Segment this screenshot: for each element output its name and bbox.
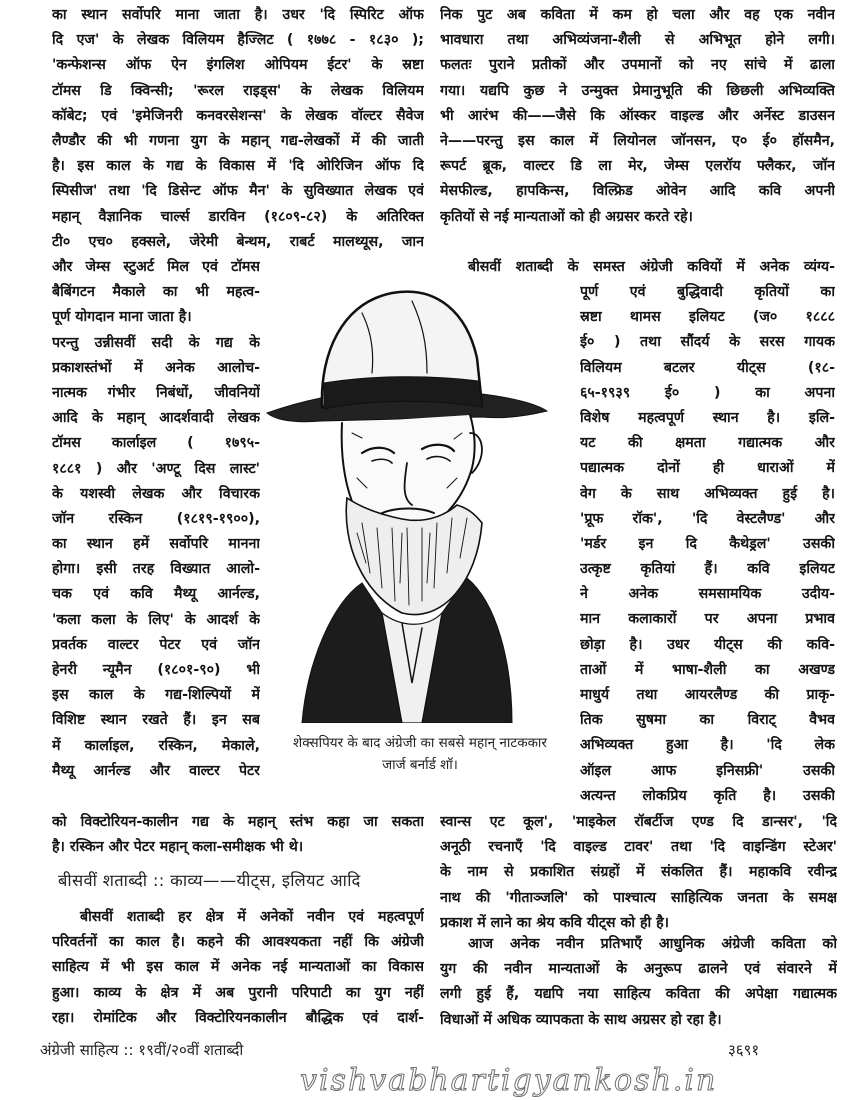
text-line: कॉबेट; एवं 'इमेजिनरी कनवरसेशन्स' के लेखक वॉल्टर सैवेज bbox=[52, 107, 424, 124]
text-line: यट की क्षमता गद्यात्मक और bbox=[580, 435, 835, 452]
text-line: प्रकाशस्तंभों में अनेक आलोच- bbox=[52, 359, 260, 376]
text-line: नाथ की 'गीताञ्जलि' को पाश्चात्य साहित्यिक जनता के समक्ष bbox=[440, 889, 837, 906]
top-right-text bbox=[440, 3, 835, 230]
text-line: 'प्रूफ रॉक', 'दि वेस्टलैण्ड' और bbox=[580, 510, 835, 527]
text-line: पद्यात्मक दोनों ही धाराओं में bbox=[580, 460, 835, 477]
text-line: स्वान्स एट कूल', 'माइकेल रॉबर्टीज एण्ड दि डान्सर', 'दि bbox=[440, 814, 837, 830]
text-line: विलियम बटलर यीट्स (१८- bbox=[580, 359, 835, 376]
text-line: रहा। रोमांटिक और विक्टोरियनकालीन बौद्धिक एवं दार्श- bbox=[52, 1009, 424, 1026]
text-line: परिवर्तनों का काल है। कहने की आवश्यकता नहीं कि अंग्रेजी bbox=[52, 934, 424, 951]
text-line: नात्मक गंभीर निबंधों, जीवनियों bbox=[52, 384, 260, 401]
text-line: ताओं में भाषा-शैली का अखण्ड bbox=[580, 661, 835, 678]
text-line: है। इस काल के गद्य के विकास में 'दि ओरिजिन ऑफ दि bbox=[52, 158, 424, 175]
text-line: बीसवीं शताब्दी के समस्त अंग्रेजी कवियों में अनेक व्यंग्य- bbox=[468, 259, 835, 275]
text-line: वेग के साथ अभिव्यक्त हुई है। bbox=[580, 485, 835, 502]
text-line: उत्कृष्ट कृतियां हैं। कवि इलियट bbox=[580, 561, 835, 578]
text-line: बीसवीं शताब्दी हर क्षेत्र में अनेकों नवीन एवं महत्वपूर्ण bbox=[80, 909, 424, 925]
running-title: अंग्रेजी साहित्य :: १९वीं/२०वीं शताब्दी bbox=[40, 1041, 244, 1059]
figure-caption bbox=[264, 732, 576, 776]
right-paragraph-start bbox=[440, 255, 835, 280]
text-line: का स्थान हमें सर्वोपरि मानना bbox=[52, 536, 260, 553]
text-line: निक पुट अब कविता में कम हो चला और वह एक नवीन bbox=[440, 7, 835, 23]
text-line: दि एज' के लेखक विलियम हैज्लिट ( १७७८ - १८३० ); bbox=[52, 32, 424, 49]
text-line: ६५-१९३९ ई० ) का अपना bbox=[580, 384, 835, 401]
text-line: मान कलाकारों पर अपना प्रभाव bbox=[580, 611, 835, 628]
text-line: महान् वैज्ञानिक चार्ल्स डारविन (१८०९-८२) के अतिरिक्त bbox=[52, 208, 424, 225]
text-line: पूर्ण योगदान माना जाता है। bbox=[52, 309, 192, 326]
text-line: हुआ। काव्य के क्षेत्र में अब पुरानी परिपाटी का युग नहीं bbox=[52, 984, 424, 1001]
bottom-right-paragraph bbox=[440, 932, 837, 1033]
text-line: १८८१ ) और 'अण्टू दिस लास्ट' bbox=[52, 460, 260, 477]
text-line: रूपर्ट ब्रूक, वाल्टर डि ला मेर, जेम्स एलरॉय फ्लैकर, जॉन bbox=[440, 158, 835, 175]
section-heading: बीसवीं शताब्दी :: काव्य——यीट्स, इलियट आदि bbox=[58, 871, 361, 890]
text-line: 'कन्फेशन्स ऑफ ऐन इंगलिश ओपियम ईटर' के स्रष्टा bbox=[52, 57, 424, 74]
text-line: का स्थान सर्वोपरि माना जाता है। उधर 'दि स्पिरिट ऑफ bbox=[52, 7, 424, 23]
text-line: परन्तु उन्नीसवीं सदी के गद्य के bbox=[52, 334, 260, 351]
text-line: लगी हुई हैं, यद्यपि नया साहित्य कविता की अपेक्षा गद्यात्मक bbox=[440, 986, 837, 1003]
text-line: 'कला कला के लिए' के आदर्श के bbox=[52, 611, 260, 628]
text-line: मैथ्यू आर्नल्ड और वाल्टर पेटर bbox=[52, 762, 260, 779]
text-line: के नाम से प्रकाशित संग्रहों में संकलित हैं। महाकवि रवीन्द्र bbox=[440, 864, 837, 881]
text-line: भावधारा तथा अभिव्यंजना-शैली से अभिभूत होने लगी। bbox=[440, 32, 835, 49]
caption-line-2: जार्ज बर्नार्ड शॉ। bbox=[382, 757, 458, 773]
caption-line-1: शेक्सपियर के बाद अंग्रेजी का सबसे महान् नाटककार bbox=[293, 735, 547, 751]
text-line: साहित्य में भी इस काल में अनेक नई मान्यताओं का विकास bbox=[52, 959, 424, 976]
text-line: इस काल के गद्य-शिल्पियों में bbox=[52, 687, 260, 704]
text-line: पूर्ण एवं बुद्धिवादी कृतियों का bbox=[580, 284, 835, 300]
page-number: ३६९१ bbox=[728, 1041, 760, 1059]
text-line: अभिव्यक्त हुआ है। 'दि लेक bbox=[580, 737, 835, 754]
text-line: टी० एच० हक्सले, जेरेमी बेन्थम, राबर्ट मालथ्यूस, जान bbox=[52, 233, 424, 250]
text-line: में कार्लाइल, रस्किन, मेकाले, bbox=[52, 737, 260, 754]
text-line: आदि के महान् आदर्शवादी लेखक bbox=[52, 410, 260, 427]
text-line: फलतः पुराने प्रतीकों और उपमानों को नए सांचे में ढाला bbox=[440, 57, 835, 74]
text-line: स्पिसीज' तथा 'दि डिसेन्ट ऑफ मैन' के सुविख्यात लेखक एवं bbox=[52, 183, 424, 200]
narrow-right-text bbox=[580, 280, 835, 809]
watermark: vishvabhartigyankosh.in bbox=[300, 1063, 718, 1098]
text-line: टॉमस कार्लाइल ( १७९५- bbox=[52, 435, 260, 452]
text-line: विशेष महत्वपूर्ण स्थान है। इलि- bbox=[580, 409, 835, 426]
text-line: लैण्डौर की भी गणना युग के महान् गद्य-लेखकों में की जाती bbox=[52, 132, 424, 149]
text-line: ऑइल आफ इनिसफ्री' उसकी bbox=[580, 762, 835, 779]
text-line: 'मर्डर इन दि कैथेड्रल' उसकी bbox=[580, 535, 835, 552]
text-line: गया। यद्यपि कुछ ने उन्मुक्त प्रेमानुभूति की छिछली अभिव्यक्ति bbox=[440, 82, 835, 99]
text-line: होगा। इसी तरह विख्यात आलो- bbox=[52, 561, 260, 578]
text-line: विधाओं में अधिक व्यापकता के साथ अग्रसर हो रहा है। bbox=[440, 1011, 722, 1028]
text-line: मेसफील्ड, हापकिन्स, विल्फ्रिड ओवेन आदि कवि अपनी bbox=[440, 183, 835, 200]
text-line: को विक्टोरियन-कालीन गद्य के महान् स्तंभ कहा जा सकता bbox=[52, 814, 424, 830]
text-line: भी आरंभ की——जैसे कि ऑस्कर वाइल्ड और अर्नेस्ट डाउसन bbox=[440, 107, 835, 124]
text-line: प्रकाश में लाने का श्रेय कवि यीट्स को ही है। bbox=[440, 914, 670, 931]
text-line: ने——परन्तु इस काल में लियोनल जॉनसन, ए० ई० हॉसमैन, bbox=[440, 132, 835, 149]
text-line: हेनरी न्यूमैन (१८०१-९०) भी bbox=[52, 662, 260, 678]
bottom-left-wide-text bbox=[52, 810, 424, 860]
text-line: विशिष्ट स्थान रखते हैं। इन सब bbox=[52, 712, 260, 729]
text-line: अनूठी रचनाएँ 'दि वाइल्ड टावर' तथा 'दि वाइन्डिंग स्टेअर' bbox=[440, 839, 837, 856]
text-line: ई० ) तथा सौंदर्य के सरस गायक bbox=[580, 334, 835, 351]
top-left-text bbox=[52, 3, 424, 255]
text-line: छोड़ा है। उधर यीट्स की कवि- bbox=[580, 636, 835, 653]
text-line: ने अनेक समसामयिक उदीय- bbox=[580, 586, 835, 603]
bottom-right-wide-text bbox=[440, 810, 837, 936]
text-line: और जेम्स स्टुअर्ट मिल एवं टॉमस bbox=[52, 259, 260, 275]
portrait-illustration-george-bernard-shaw bbox=[262, 283, 552, 723]
text-line: कृतियों से नई मान्यताओं को ही अग्रसर करते रहे। bbox=[440, 208, 693, 225]
bottom-left-paragraph bbox=[52, 905, 424, 1031]
text-line: अत्यन्त लोकप्रिय कृति है। उसकी bbox=[580, 787, 835, 804]
text-line: प्रवर्तक वाल्टर पेटर एवं जॉन bbox=[52, 636, 260, 653]
text-line: माधुर्य तथा आयरलैण्ड की प्राकृ- bbox=[580, 687, 835, 703]
text-line: है। रस्किन और पेटर महान् कला-समीक्षक भी थे। bbox=[52, 839, 304, 856]
text-line: चक एवं कवि मैथ्यू आर्नल्ड, bbox=[52, 586, 260, 603]
text-line: युग की नवीन मान्यताओं के अनुरूप ढालने एवं संवारने में bbox=[440, 961, 837, 978]
text-line: टॉमस डि क्विन्सी; 'रूरल राइड्स' के लेखक विलियम bbox=[52, 82, 424, 99]
text-line: स्रष्टा थामस इलियट (ज० १८८८ bbox=[580, 309, 835, 326]
text-line: आज अनेक नवीन प्रतिभाएँ आधुनिक अंग्रेजी कविता को bbox=[468, 936, 837, 952]
text-line: तिक सुषमा का विराट् वैभव bbox=[580, 712, 835, 729]
text-line: के यशस्वी लेखक और विचारक bbox=[52, 485, 260, 502]
text-line: जॉन रस्किन (१८१९-१९००), bbox=[52, 510, 260, 527]
text-line: बैबिंगटन मैकाले का भी महत्व- bbox=[52, 284, 260, 301]
narrow-left-text bbox=[52, 255, 260, 784]
